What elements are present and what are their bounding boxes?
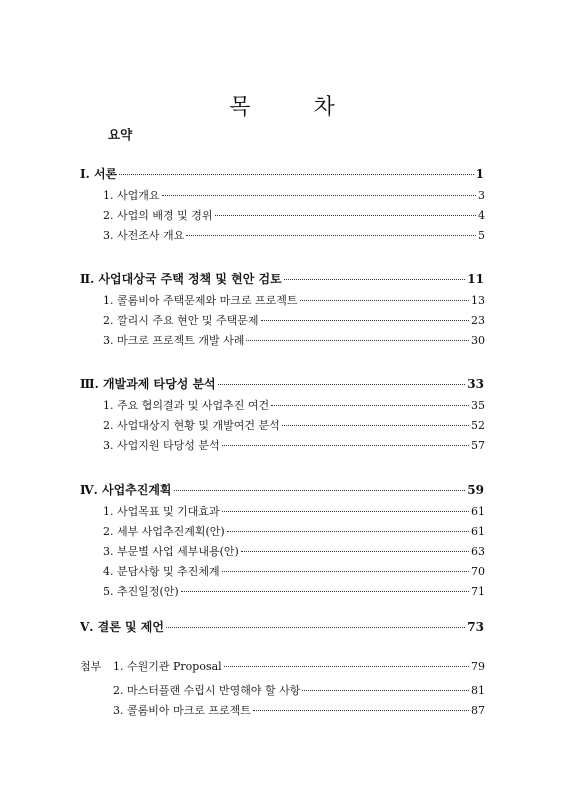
toc-page-number: 61 — [471, 505, 485, 518]
dot-leader — [261, 320, 470, 321]
toc-item-label: 1. 사업목표 및 기대효과 — [103, 505, 220, 518]
toc-attachment[interactable] — [113, 658, 485, 674]
toc-page-number: 52 — [471, 419, 485, 432]
toc-item-label: 5. 추진일정(안) — [103, 585, 179, 598]
toc-page-number: 63 — [471, 545, 485, 558]
attachment-prefix: 첨부 — [80, 660, 102, 673]
dot-leader — [282, 425, 469, 426]
dot-leader — [174, 490, 466, 491]
dot-leader — [271, 405, 469, 406]
toc-page-number: 35 — [471, 399, 485, 412]
toc-item-label: 2. 사업의 배경 및 경위 — [103, 209, 213, 222]
toc-item-label: 2. 세부 사업추진계획(안) — [103, 525, 225, 538]
toc-page-number: 59 — [467, 483, 484, 497]
toc-page-number: 4 — [478, 209, 485, 222]
toc-attachment-label: 2. 마스터플랜 수립시 반영해야 할 사항 — [113, 684, 301, 697]
toc-item-label: 3. 사전조사 개요 — [103, 229, 185, 242]
page-title: 목 차 — [229, 95, 363, 120]
toc-page-number: 23 — [471, 314, 485, 327]
toc-page-number: 5 — [478, 229, 485, 242]
toc-page-number: 30 — [471, 334, 485, 347]
toc-section-label: Ⅳ. 사업추진계획 — [80, 483, 172, 497]
toc-section-label: Ⅱ. 사업대상국 주택 정책 및 현안 검토 — [80, 272, 282, 286]
dot-leader — [300, 300, 470, 301]
dot-leader — [253, 710, 469, 711]
toc-section-label: Ⅴ. 결론 및 제언 — [80, 620, 164, 634]
toc-item[interactable] — [103, 292, 485, 308]
summary-heading[interactable]: 요약 — [108, 127, 133, 142]
toc-item-label: 2. 사업대상지 현황 및 개발여건 분석 — [103, 419, 280, 432]
dot-leader — [166, 627, 465, 628]
toc-page-number: 61 — [471, 525, 485, 538]
toc-section-label: Ⅰ. 서론 — [80, 167, 118, 181]
toc-section[interactable] — [80, 618, 484, 635]
toc-item[interactable] — [103, 503, 485, 519]
dot-leader — [246, 340, 469, 341]
toc-page-number: 57 — [471, 439, 485, 452]
toc-item-label: 3. 부문별 사업 세부내용(안) — [103, 545, 239, 558]
toc-attachment[interactable] — [113, 682, 485, 698]
toc-item[interactable] — [103, 583, 485, 599]
toc-section-label: Ⅲ. 개발과제 타당성 분석 — [80, 377, 216, 391]
toc-page-number: 73 — [467, 620, 484, 634]
dot-leader — [119, 174, 473, 175]
toc-item-label: 2. 깔리시 주요 현안 및 주택문제 — [103, 314, 259, 327]
dot-leader — [302, 690, 469, 691]
dot-leader — [224, 666, 469, 667]
toc-item-label: 1. 콜롬비아 주택문제와 마크로 프로젝트 — [103, 294, 298, 307]
dot-leader — [222, 445, 469, 446]
toc-page-number: 33 — [467, 377, 484, 391]
dot-leader — [218, 384, 466, 385]
toc-section[interactable] — [80, 270, 484, 287]
toc-page-number: 71 — [471, 585, 485, 598]
toc-item[interactable] — [103, 332, 485, 348]
toc-item[interactable] — [103, 207, 485, 223]
toc-page-number: 79 — [471, 660, 485, 673]
dot-leader — [215, 215, 477, 216]
toc-attachment-label: 3. 콜롬비아 마크로 프로젝트 — [113, 704, 251, 717]
dot-leader — [186, 235, 476, 236]
toc-item-label: 4. 분담사항 및 추진체계 — [103, 565, 220, 578]
toc-item[interactable] — [103, 187, 485, 203]
toc-page-number: 81 — [471, 684, 485, 697]
toc-attachment-label: 1. 수원기관 Proposal — [113, 660, 222, 673]
toc-page-number: 1 — [475, 167, 484, 181]
toc-page-number: 3 — [478, 189, 485, 202]
toc-item[interactable] — [103, 397, 485, 413]
toc-item[interactable] — [103, 227, 485, 243]
dot-leader — [227, 531, 469, 532]
dot-leader — [241, 551, 469, 552]
toc-page-number: 70 — [471, 565, 485, 578]
dot-leader — [181, 591, 469, 592]
dot-leader — [284, 279, 466, 280]
toc-item-label: 3. 사업지원 타당성 분석 — [103, 439, 220, 452]
toc-item[interactable] — [103, 417, 485, 433]
dot-leader — [222, 571, 469, 572]
dot-leader — [222, 511, 469, 512]
toc-section[interactable] — [80, 165, 484, 182]
toc-item[interactable] — [103, 437, 485, 453]
dot-leader — [162, 195, 477, 196]
toc-section[interactable] — [80, 481, 484, 498]
toc-item[interactable] — [103, 563, 485, 579]
toc-item[interactable] — [103, 523, 485, 539]
toc-page-number: 13 — [471, 294, 485, 307]
toc-attachment[interactable] — [113, 702, 485, 718]
toc-item-label: 1. 사업개요 — [103, 189, 160, 202]
toc-item-label: 3. 마크로 프로젝트 개발 사례 — [103, 334, 245, 347]
toc-page-number: 11 — [467, 272, 484, 286]
toc-item[interactable] — [103, 312, 485, 328]
toc-page-number: 87 — [471, 704, 485, 717]
toc-item-label: 1. 주요 협의결과 및 사업추진 여건 — [103, 399, 270, 412]
toc-item[interactable] — [103, 543, 485, 559]
toc-section[interactable] — [80, 375, 484, 392]
